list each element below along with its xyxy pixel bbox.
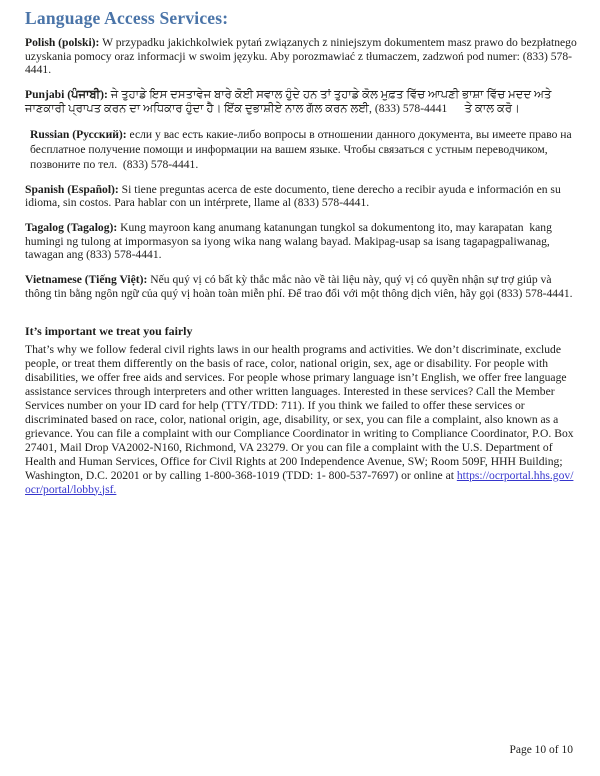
- language-paragraph-tagalog: [25, 221, 577, 262]
- language-text-punjabi: ਜੇ ਤੁਹਾਡੇ ਇਸ ਦਸਤਾਵੇਜ ਬਾਰੇ ਕੋਈ ਸਵਾਲ ਹੁੰਦੇ ਹਨ ਤਾਂ ਤੁਹਾਡੇ ਕੋਲ ਮੁਫ਼ਤ ਵਿੱਚ ਆਪਣੀ ਭਾਸ਼ਾ ਵਿੱਚ ਮਦਦ ਅਤੇ ਜਾਣਕਾਰੀ ਪ੍ਰਾਪਤ ਕਰਨ ਦਾ ਅਧਿਕਾਰ ਹੁੰਦਾ ਹੈ। ਇੱਕ ਦੁਭਾਸ਼ੀਏ ਨਾਲ ਗੱਲ ਕਰਨ ਲਈ, (833) 578-4441 ਤੇ ਕਾਲ ਕਰੋ।: [25, 88, 552, 115]
- language-paragraph-spanish: [25, 183, 577, 210]
- fair-treatment-paragraph: [25, 343, 577, 496]
- language-paragraph-polish: [25, 36, 577, 77]
- language-text-polish: W przypadku jakichkolwiek pytań związanych z niniejszym dokumentem masz prawo do bezpłatnego uzyskania pomocy oraz informacji w swoim języku. Aby porozmawiać z tłumaczem, zadzwoń pod numer: (833) 578-4441.: [25, 36, 577, 77]
- language-paragraph-vietnamese: [25, 273, 577, 300]
- language-text-tagalog: Kung mayroon kang anumang katanungan tungkol sa dokumentong ito, may karapatan kang humingi ng tulong at impormasyon sa iyong wika nang walang bayad. Makipag-usap sa isang tagapagpaliwanag, tawagan ang (833) 578-4441.: [25, 220, 552, 262]
- language-label-spanish: Spanish (Español):: [25, 182, 119, 196]
- language-label-tagalog: Tagalog (Tagalog):: [25, 220, 118, 234]
- page-content: [25, 8, 577, 496]
- language-text-spanish: Si tiene preguntas acerca de este documento, tiene derecho a recibir ayuda e información en su idioma, sin costos. Para hablar con un intérprete, llame al (833) 578-4441.: [25, 182, 561, 210]
- language-label-vietnamese: Vietnamese (Tiếng Việt):: [25, 273, 148, 287]
- language-text-russian: если у вас есть какие-либо вопросы в отношении данного документа, вы имеете право на бесплатное получение помощи и информации на вашем языке. Чтобы связаться с устным переводчиком, позвоните по тел. (833) 578-4441.: [30, 127, 572, 171]
- language-label-russian: Russian (Русский):: [30, 127, 127, 141]
- language-paragraph-russian: [25, 127, 577, 172]
- language-label-punjabi: Punjabi (ਪੰਜਾਬੀ):: [25, 88, 108, 102]
- ocr-portal-link[interactable]: https://ocrportal.hhs.gov/ocr/portal/lobby.jsf.: [25, 468, 574, 496]
- page-title: Language Access Services:: [25, 8, 229, 28]
- page-number: Page 10 of 10: [509, 744, 573, 756]
- fair-treatment-text: That’s why we follow federal civil rights laws in our health programs and activities. We don’t discriminate, exclude people, or treat them differently on the basis of race, color, national origin, sex, age or disability. For people with disabilities, we offer free aids and services. For people whose primary language isn’t English, we offer free language assistance services through interpreters and other written languages. Interested in these services? Call the Member Services number on your ID card for help (TTY/TDD: 711). If you think we failed to offer these services or discriminated based on race, color, national origin, age, disability, or sex, you can file a complaint, also known as a grievance. You can file a complaint with our Compliance Coordinator in writing to Compliance Coordinator, P.O. Box 27401, Mail Drop VA2002-N160, Richmond, VA 23279. Or you can file a complaint with the U.S. Department of Health and Human Services, Office for Civil Rights at 200 Independence Avenue, SW; Room 509F, HHH Building; Washington, D.C. 20201 or by calling 1-800-368-1019 (TDD: 1- 800-537-7697) or online at: [25, 343, 574, 482]
- language-paragraph-punjabi: [25, 88, 577, 115]
- fair-treatment-heading: It’s important we treat you fairly: [25, 324, 193, 339]
- language-label-polish: Polish (polski):: [25, 36, 100, 49]
- language-text-vietnamese: Nếu quý vị có bất kỳ thắc mắc nào về tài liệu này, quý vị có quyền nhận sự trợ giúp và thông tin bằng ngôn ngữ của quý vị hoàn toàn miễn phí. Để trao đổi với một thông dịch viên, hãy gọi (833) 578-4441.: [25, 273, 573, 300]
